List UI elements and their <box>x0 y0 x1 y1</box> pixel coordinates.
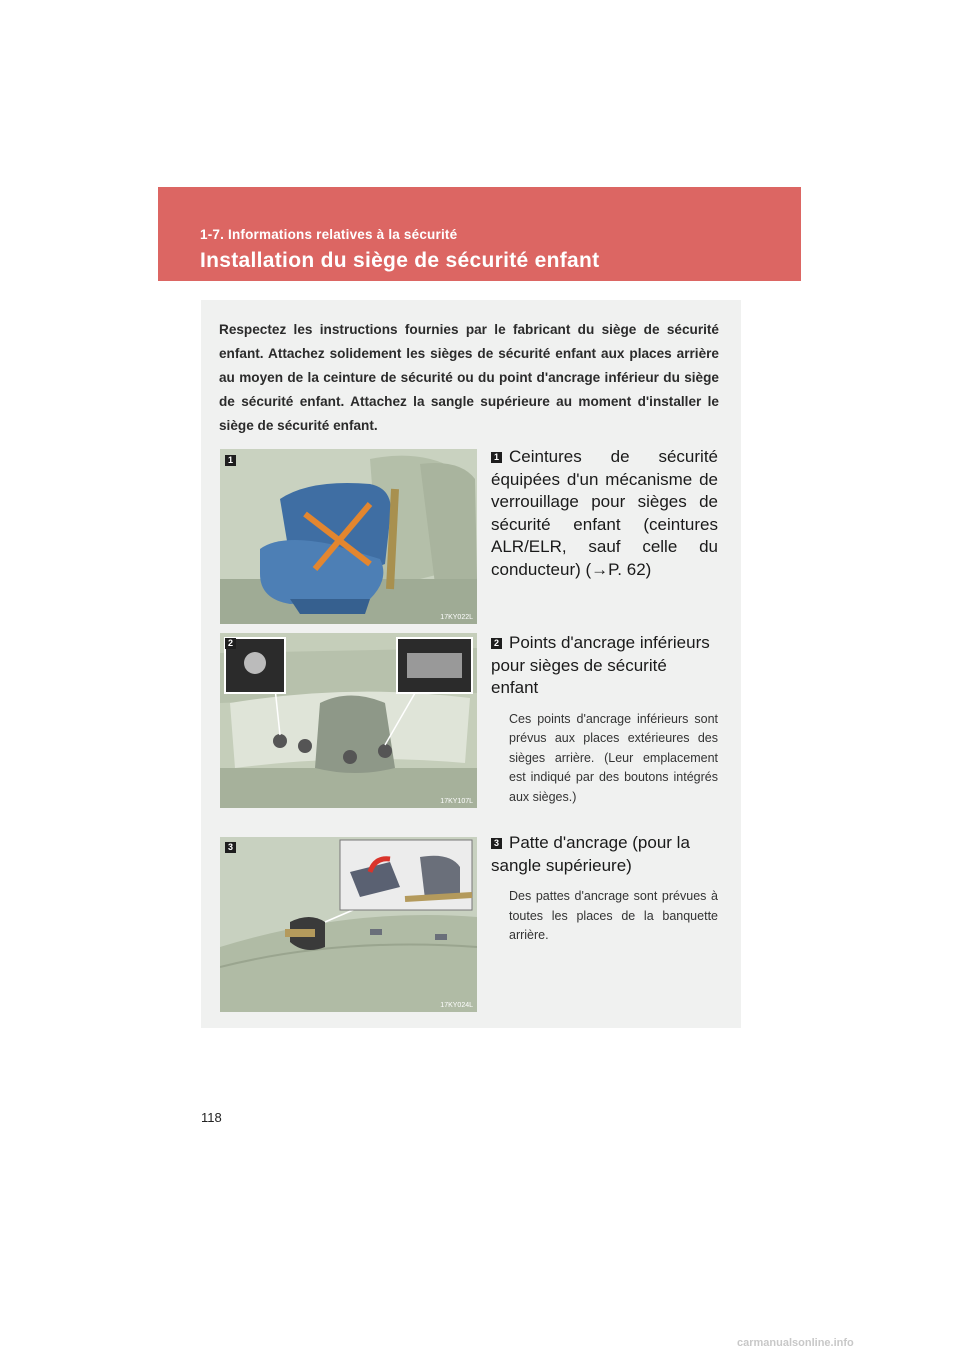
image-code: 17KY022L <box>440 614 473 621</box>
tether-anchor-photo <box>220 837 477 1012</box>
section-header <box>158 187 801 281</box>
item-3-description: Des pattes d'ancrage sont prévues à toutes les places de la banquette arrière. <box>509 889 718 942</box>
item-marker-3: 3 <box>225 842 236 853</box>
page-title: Installation du siège de sécurité enfant <box>200 249 600 272</box>
image-code: 17KY107L <box>440 798 473 805</box>
item-marker-2-text: 2 <box>491 638 502 649</box>
item-marker-1: 1 <box>225 455 236 466</box>
child-seat-illustration <box>220 449 477 624</box>
item-1-title: Ceintures de sécurité équipées d'un mécanisme de verrouillage pour sièges de sécurité enfant (ceintures ALR/ELR, sauf celle du conducteur) (→P. 62) <box>491 447 718 579</box>
intro-paragraph: Respectez les instructions fournies par le fabricant du siège de sécurité enfant. Attachez solidement les sièges de sécurité enfant aux places arrière au moyen de la ceinture de sécurité ou du point d'ancrage inférieur du siège de sécurité enfant. Attachez la sangle supérieure au moment d'installer le siège de sécurité enfant. <box>219 322 719 433</box>
child-seat-belt-photo <box>220 449 477 624</box>
page-number: 118 <box>201 1110 222 1125</box>
item-marker-2: 2 <box>225 638 236 649</box>
item-3-title: Patte d'ancrage (pour la sangle supérieure) <box>491 833 690 875</box>
lower-anchor-photo <box>220 633 477 808</box>
lower-anchor-illustration <box>220 633 477 808</box>
item-1 <box>491 446 718 581</box>
section-label: 1-7. Informations relatives à la sécurité <box>200 227 458 242</box>
item-marker-3-text: 3 <box>491 838 502 849</box>
item-2-title: Points d'ancrage inférieurs pour sièges de sécurité enfant <box>491 633 710 697</box>
item-3 <box>491 832 718 946</box>
item-2 <box>491 632 718 807</box>
tether-anchor-illustration <box>220 837 477 1012</box>
item-2-description: Ces points d'ancrage inférieurs sont prévus aux places extérieures des sièges arrière. (Leur emplacement est indiqué par des boutons intégrés aux sièges.) <box>509 711 718 804</box>
item-marker-1-text: 1 <box>491 452 502 463</box>
content-panel <box>201 300 741 1028</box>
image-code: 17KY024L <box>440 1002 473 1009</box>
watermark: carmanualsonline.info <box>737 1337 854 1349</box>
